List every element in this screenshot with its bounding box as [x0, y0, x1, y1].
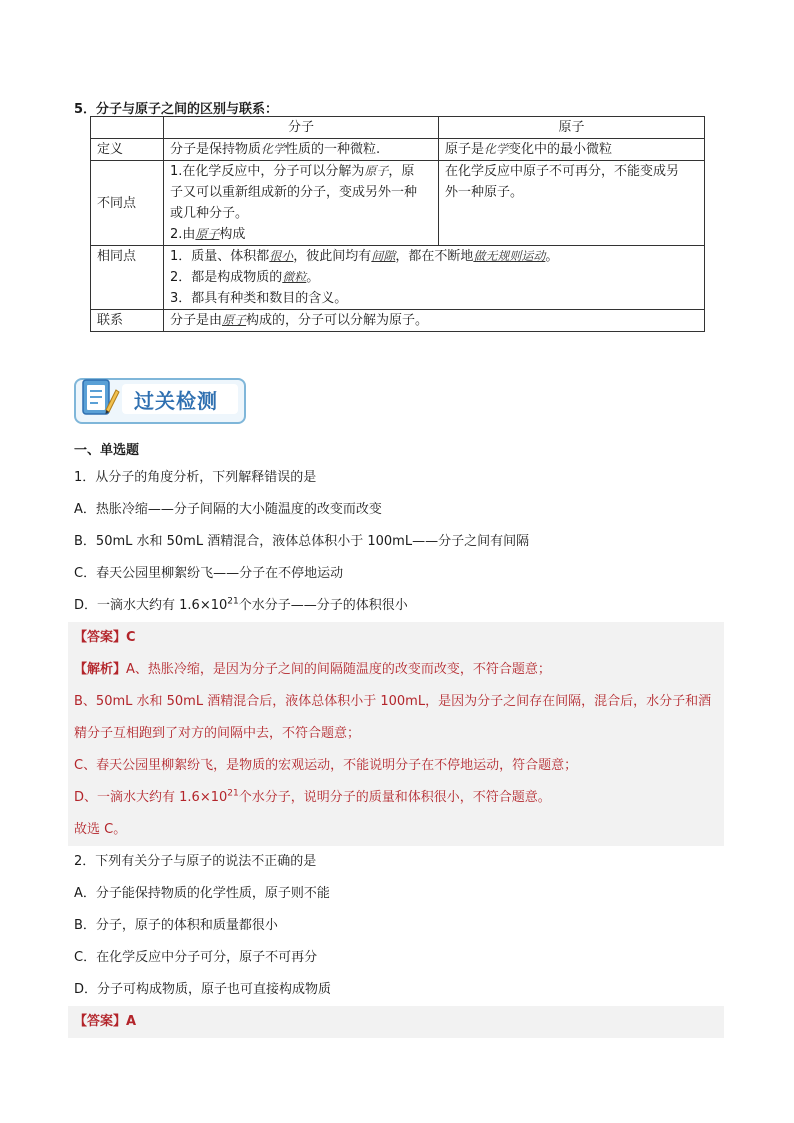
section-banner: [74, 374, 246, 424]
row-label: 定义: [91, 139, 164, 161]
section1-title: 一、单选题: [74, 443, 140, 458]
q1-option-d: D．一滴水大约有 $1.6\times 10^{21}$个水分子——分子的体积很小: [74, 596, 408, 613]
similarity-content: 1．质量、体积都很小，彼此间均有间隙，都在不断地做无规则运动。 2．都是构成物质的微粒。 3．都具有种类和数目的含义。: [164, 246, 705, 310]
molecule-definition: 分子是保持物质化学性质的一种微粒.: [164, 139, 439, 161]
table-row-difference: [91, 161, 705, 246]
header-blank: [91, 117, 164, 139]
q2-stem: 2．下列有关分子与原子的说法不正确的是: [74, 854, 317, 869]
q1-analysis-1: 【解析】A、热胀冷缩，是因为分子之间的间隔随温度的改变而改变，不符合题意；: [74, 662, 551, 677]
q2-answer-box: [68, 1006, 724, 1038]
header-atom: 原子: [439, 117, 705, 139]
question-flow: [74, 440, 724, 1038]
row-label: 联系: [91, 310, 164, 332]
comparison-table: [90, 116, 705, 332]
q1-option-c: C．春天公园里柳絮纷飞——分子在不停地运动: [74, 566, 344, 581]
q1-stem: 1．从分子的角度分析，下列解释错误的是: [74, 470, 317, 485]
banner-title: 过关检测: [134, 389, 218, 413]
q2-option-d: D．分子可构成物质，原子也可直接构成物质: [74, 982, 332, 997]
header-molecule: 分子: [164, 117, 439, 139]
q1-answer: 【答案】C: [74, 630, 136, 645]
table-header-row: [91, 117, 705, 139]
molecule-difference: 1.在化学反应中，分子可以分解为原子，原 子又可以重新组成新的分子，变成另外一种 或几种分子。 2.由原子构成: [164, 161, 439, 246]
row-label: 不同点: [91, 161, 164, 246]
table-row-relation: [91, 310, 705, 332]
atom-definition: 原子是化学变化中的最小微粒: [439, 139, 705, 161]
table-row-similarity: [91, 246, 705, 310]
q1-analysis-4: C、春天公园里柳絮纷飞，是物质的宏观运动，不能说明分子在不停地运动，符合题意；: [74, 758, 578, 773]
q1-analysis-6: 故选 C。: [74, 822, 127, 837]
relation-content: 分子是由原子构成的，分子可以分解为原子。: [164, 310, 705, 332]
q2-option-b: B．分子，原子的体积和质量都很小: [74, 918, 278, 933]
atom-difference: 在化学反应中原子不可再分，不能变成另 外一种原子。: [439, 161, 705, 246]
q1-answer-box: [68, 622, 724, 846]
q2-option-c: C．在化学反应中分子可分，原子不可再分: [74, 950, 318, 965]
section5-title: 5．分子与原子之间的区别与联系：: [74, 102, 279, 117]
q1-analysis-3: 精分子互相跑到了对方的间隔中去，不符合题意；: [74, 726, 361, 741]
q2-option-a: A．分子能保持物质的化学性质，原子则不能: [74, 886, 330, 901]
notepad-pencil-icon: [80, 376, 120, 420]
q1-option-b: B．50mL 水和 50mL 酒精混合，液体总体积小于 100mL——分子之间有间隔: [74, 534, 530, 549]
q2-answer: 【答案】A: [74, 1014, 137, 1029]
q1-analysis-5: D、一滴水大约有 $1.6\times 10^{21}$个水分子，说明分子的质量和体积很小，不符合题意。: [74, 788, 551, 805]
q1-option-a: A．热胀冷缩——分子间隔的大小随温度的改变而改变: [74, 502, 382, 517]
table-row-definition: [91, 139, 705, 161]
row-label: 相同点: [91, 246, 164, 310]
q1-analysis-2: B、50mL 水和 50mL 酒精混合后，液体总体积小于 100mL，是因为分子之间存在间隔，混合后，水分子和酒: [74, 694, 712, 709]
